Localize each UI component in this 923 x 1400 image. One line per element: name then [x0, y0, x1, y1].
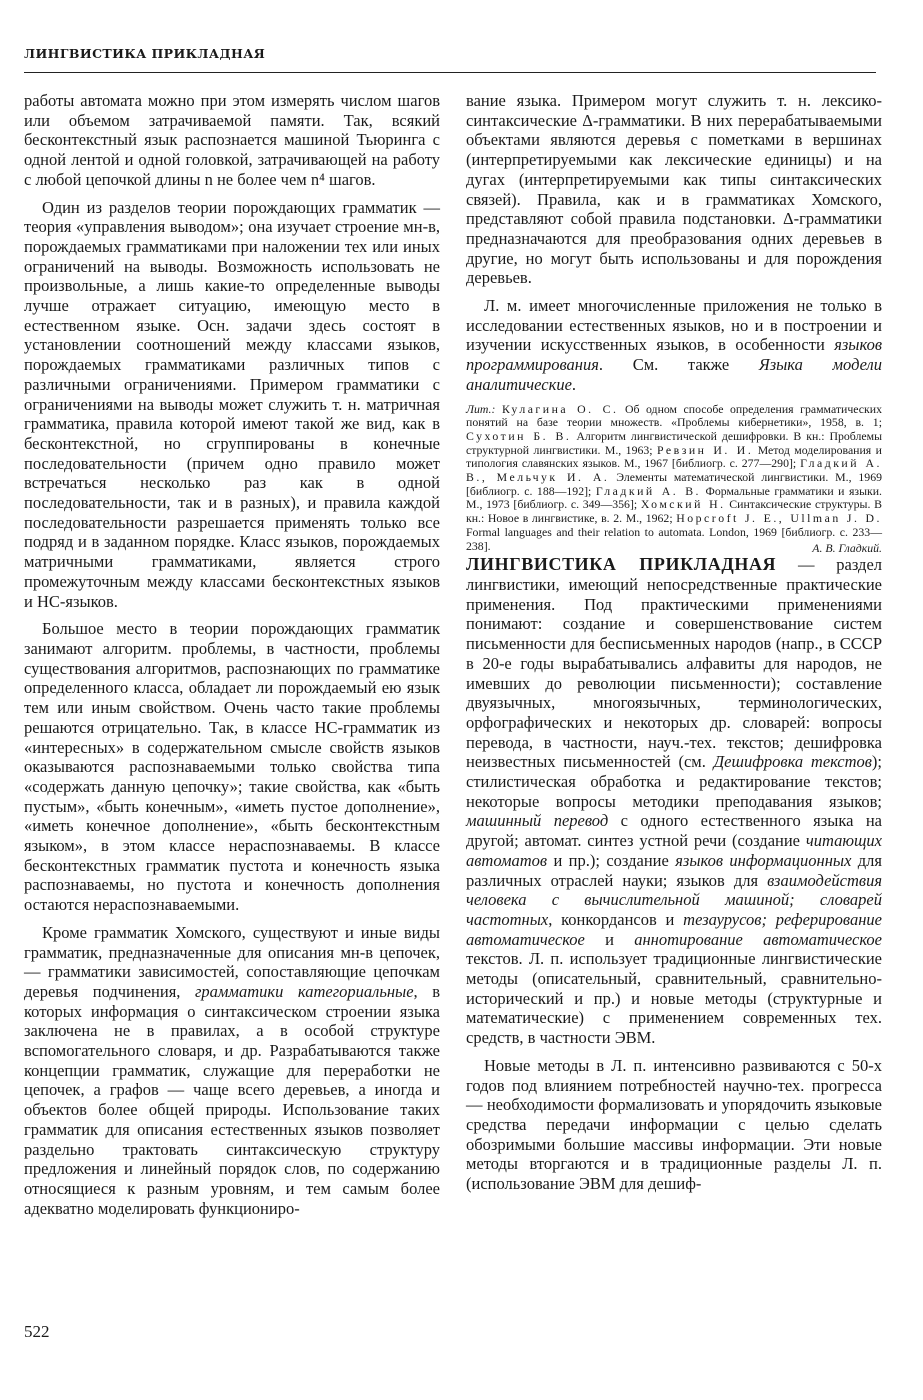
paragraph: работы автомата можно при этом измерять числом шагов или объемом затрачиваемой памяти. Так, всякий бесконтекстный язык распознается машиной Тьюринга с одной лентой и одной головкой, затрачивающей на работу с любой цепочкой длины n не более чем n⁴ шагов. [24, 91, 440, 189]
cross-reference-link[interactable]: машинный перевод [466, 811, 609, 831]
text-run: , в которых информация о синтаксическом строении языка заключена не в правилах, а в особой структуре вспомогательного словаря, и др. Разрабатываются также концепции грамматик, служащие для переработки не цепочек, а графов — чаще всего деревьев, а иногда и объектов более общей природы. Использование таких грамматик для описания естественных языков позволяет раздельно трактовать синтаксическую структуру предложения и линейный порядок слов, по содержанию относящиеся к разным уровням, и тем самым более адекватно моделировать функциониро- [24, 981, 440, 1218]
text-run: . [571, 374, 577, 394]
header-rule [24, 72, 876, 73]
entry-heading: ЛИНГВИСТИКА ПРИКЛАДНАЯ [466, 554, 777, 575]
paragraph: вание языка. Примером могут служить т. н. лексико-синтаксические Δ-грамматики. В них перерабатываемыми объектами являются деревья с пометками в вершинах (интерпретируемыми как лексические единицы) и на дугах (интерпретируемыми как типы синтаксических связей). Правила, как и в грамматиках Хомского, представляют собой правила подстановки. Δ-грамматики предназначаются для преобразования одних деревьев в другие, но могут быть использованы и для порождения деревьев. [466, 91, 882, 288]
right-column [466, 91, 882, 1202]
citation: Об одном способе определения грамматических понятий на базе теории множеств. «Проблемы кибернетики», 1958, в. 1; [466, 401, 882, 430]
paragraph [24, 923, 440, 1219]
author: Гладкий А. В., Мельчук И. А. [466, 456, 882, 485]
cross-reference-link[interactable]: тезаурусов; реферирование автоматическое [466, 909, 882, 949]
citation: Метод моделирования и типология славянских языков. М., 1967 [библиогр. с. 277—290]; [466, 442, 882, 471]
text-run: , конкордансов и [548, 909, 684, 929]
cross-reference-link[interactable]: Дешифровка текстов [713, 752, 872, 772]
cross-reference-link[interactable]: взаимодействия человека с вычислительной машиной; словарей частотных [466, 870, 882, 929]
page-header [24, 46, 876, 61]
paragraph: Новые методы в Л. п. интенсивно развиваются с 50-х годов под влиянием потребностей научно-тех. прогресса — необходимости формализовать и упорядочить языковые средства передачи информации с целью сделать обозримыми большие массивы информации. Эти новые методы вторгаются и в традиционные разделы Л. п. (использование ЭВМ для дешиф- [466, 1055, 882, 1194]
citation: Синтаксические структуры. В кн.: Новое в лингвистике, в. 2. М., 1962; [466, 497, 883, 526]
text-run: — раздел лингвистики, имеющий непосредственные практические применения. Под практическими применениями понимают: создание и совершенствование систем письменности для бесписьменных народов (напр., в СССР в 20-е годы вырабатывались алфавиты для народов, не имевших до революции письменности); составление двуязычных, многоязычных, терминологических, орфографических и некоторых др. словарей: вопросы перевода, в частности, науч.-тех. текстов; дешифровка неизвестных письменностей (см. [466, 555, 882, 772]
citation: Элементы математической лингвистики. М., 1969 [библиогр. с. 188—192]; [466, 470, 882, 498]
citation: Формальные грамматики и языки. М., 1973 [библиогр. с. 349—356]; [466, 483, 882, 512]
cross-reference-link[interactable]: языков информационных [675, 850, 852, 870]
paragraph: Большое место в теории порождающих грамматик занимают алгоритм. проблемы, в частности, проблемы существования алгоритмов, распознающих по грамматике определенного класса, обладает ли порождаемый ею язык тем или иным свойством. Очень часто такие проблемы решаются отрицательно. Так, в классе НС-грамматик из «интересных» в содержательном смысле свойств языков оказываются распознаваемыми только свойства типа «содержать данную цепочку»; такие свойства, как «быть пустым», «быть конечным», «иметь пустое дополнение», «иметь конечное дополнение», «быть бесконтекстным языком», в этом классе нераспознаваемы. В классе бесконтекстных грамматик пустота и конечность языка распознаваемы, но пустота и конечность дополнения остаются нераспознаваемыми. [24, 619, 440, 915]
literature-label: Лит.: [466, 401, 496, 416]
author: Гладкий А. В. [595, 483, 702, 498]
page-number: 522 [24, 1322, 50, 1341]
text-run: и [584, 929, 635, 949]
text-run: Л. м. имеет многочисленные приложения не только в исследовании естественных языков, но и в построении и изучении искусственных языков, в особенности [466, 296, 882, 355]
entry-paragraph [466, 555, 882, 1048]
cross-reference-link[interactable]: грамматики категориальные [194, 981, 414, 1001]
paragraph: Один из разделов теории порождающих грамматик — теория «управления выводом»; она изучает строение мн-в, порождаемых грамматиками при наложении тех или иных ограничений на выводы. Возможность использовать не произвольные, а лишь какие-то определенные выводы лучше отражает ситуацию, имеющую место в естественном языке. Осн. задачи здесь состоят в установлении соотношений между классами языков, порождаемых грамматиками различных типов с различными ограничениями. Примером грамматики с ограничениями на выводы может служить т. н. матричная грамматика, правила которой имеют такой же вид, как в бесконтекстной, но сгруппированы в конечные последовательности (причем одно правило может встречаться несколько раз как в одной последовательности, так и в разных), и правила каждой последовательности разрешается применять только все подряд и в заданном порядке. Класс языков, порождаемых матричными грамматиками, является строго промежуточным между классами бесконтекстных языков и НС-языков. [24, 197, 440, 611]
cross-reference-link[interactable]: Языка модели аналитические [466, 355, 882, 394]
literature-list [466, 403, 882, 554]
text-run: . См. также [598, 355, 759, 375]
text-run: и пр.); создание [547, 850, 676, 870]
cross-reference-link[interactable]: аннотирование автоматическое [634, 929, 882, 949]
author: Кулагина О. С. [501, 401, 619, 416]
citation: Алгоритм лингвистической дешифровки. В кн.: Проблемы структурной лингвистики. М., 1963; [466, 428, 882, 457]
left-column [24, 91, 440, 1226]
author: Сухотин Б. В. [466, 428, 572, 443]
cross-reference-link[interactable]: языков программирования [466, 335, 882, 375]
text-run: с одного естественного языка на другой; автомат. синтез устной речи (создание [466, 811, 882, 851]
paragraph [466, 296, 882, 395]
author: Hopcroft J. E., Ullman J. D. [676, 511, 882, 526]
cross-reference-link[interactable]: читающих автоматов [466, 831, 882, 870]
text-run: для различных отраслей науки; языков для [466, 850, 883, 890]
text-run: ); стилистическая обработка и редактирование текстов; некоторые вопросы методики преподавания языков; [466, 752, 882, 811]
text-run: Кроме грамматик Хомского, существуют и иные виды грамматик, предназначенные для описания мн-в цепочек,— грамматики зависимостей, сопоставляющие цепочкам деревья подчинения, [24, 922, 440, 1001]
author: Ревзин И. И. [656, 442, 754, 457]
running-head: ЛИНГВИСТИКА ПРИКЛАДНАЯ [24, 46, 266, 61]
text-run: текстов. Л. п. использует традиционные лингвистические методы (описательный, сравнительный, сравнительно-исторический и пр.) и новые методы (структурные и математические) с применением современных тех. средств, в частности ЭВМ. [466, 949, 882, 1048]
citation: Formal languages and their relation to automata. London, 1969 [библиогр. с. 233—238]. [466, 524, 882, 553]
author-signature: А. В. Гладкий. [812, 540, 882, 555]
author: Хомский Н. [640, 497, 726, 512]
